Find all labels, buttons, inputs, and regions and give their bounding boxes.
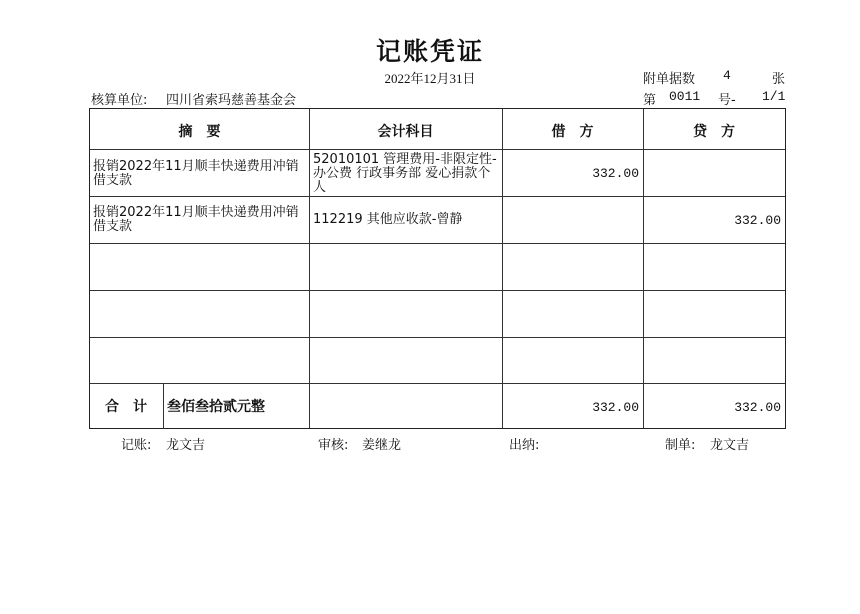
header-credit: 贷 方 [693,124,735,140]
row1-account: 52010101 管理费用-非限定性-办公费 行政事务部 爱心捐款个人 [313,152,497,195]
col-divider [643,109,644,428]
row-divider [90,196,785,197]
row1-debit: 332.00 [592,166,639,181]
col-divider [502,109,503,428]
total-label: 合 计 [105,399,147,415]
voucher-number: 0011 [669,89,701,104]
row2-account: 112219 其他应收款-曾静 [313,212,463,227]
reviewer-label: 审核: [318,438,349,453]
row-divider [90,383,785,384]
total-debit: 332.00 [592,400,639,415]
row-divider [90,290,785,291]
total-amount-words: 叁佰叁拾贰元整 [167,399,265,415]
voucher-prefix: 第 [643,93,657,108]
row1-summary: 报销2022年11月顺丰快递费用冲销借支款 [93,159,299,188]
unit-label: 核算单位: [91,93,148,108]
voucher-table [89,108,786,429]
preparer-name: 龙文吉 [710,438,750,453]
voucher-suffix: 号- [718,93,736,108]
voucher-page: 1/1 [762,89,786,104]
col-divider [309,109,310,428]
bookkeeper-name: 龙文吉 [166,438,206,453]
total-divider [163,384,164,429]
voucher-title: 记账凭证 [375,37,484,66]
row2-summary: 报销2022年11月顺丰快递费用冲销借支款 [93,205,299,234]
row-divider [90,243,785,244]
reviewer-name: 姜继龙 [362,438,402,453]
row-divider [90,149,785,150]
attachments-unit: 张 [772,72,786,87]
header-account: 会计科目 [377,124,434,140]
header-debit: 借 方 [551,124,594,140]
unit-name: 四川省索玛慈善基金会 [166,93,297,108]
preparer-label: 制单: [665,438,696,453]
row2-credit: 332.00 [734,213,781,228]
row-divider [90,337,785,338]
total-merge-mask [310,384,312,428]
header-summary: 摘 要 [178,124,221,140]
attachments-label: 附单据数 [643,72,696,87]
total-credit: 332.00 [734,400,781,415]
attachments-count: 4 [723,68,731,83]
bookkeeper-label: 记账: [121,438,152,453]
cashier-label: 出纳: [509,438,540,453]
voucher-date: 2022年12月31日 [384,71,476,86]
